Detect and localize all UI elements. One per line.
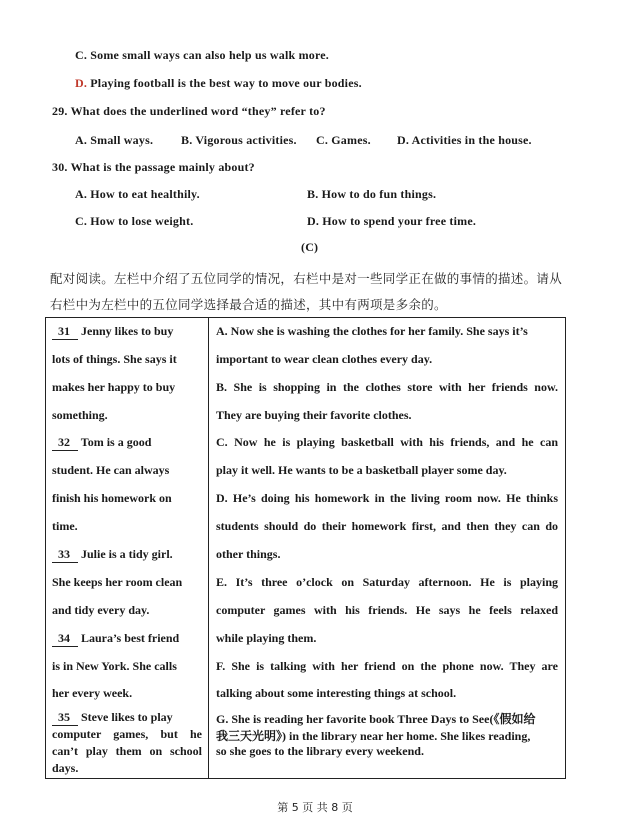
- left-item-line: makes her happy to buy: [52, 380, 176, 394]
- right-item-c: C. Now he is playing basketball with his friends, and he can: [216, 435, 558, 449]
- right-item-line: students should do their homework first, and then they can do: [216, 519, 558, 533]
- right-item-line: so she goes to the library every weekend.: [216, 744, 424, 758]
- answer-blank-33[interactable]: 33: [52, 547, 78, 563]
- left-item-line: lots of things. She says it: [52, 352, 177, 366]
- right-item-line: other things.: [216, 547, 281, 561]
- left-item-line: days.: [52, 761, 79, 775]
- page-footer: 第 5 页 共 8 页: [277, 801, 353, 814]
- answer-blank-32[interactable]: 32: [52, 435, 78, 451]
- q29-question: 29. What does the underlined word “they” refer to?: [52, 104, 326, 118]
- left-item-line: something.: [52, 408, 108, 422]
- left-item-line: student. He can always: [52, 463, 170, 477]
- right-item-line: important to wear clean clothes every day.: [216, 352, 433, 366]
- left-item-line: finish his homework on: [52, 491, 172, 505]
- right-item-a: A. Now she is washing the clothes for her family. She says it’s: [216, 324, 528, 338]
- left-item-line: time.: [52, 519, 78, 533]
- matching-table: [45, 317, 566, 779]
- left-item-line: computer games, but he: [52, 727, 202, 741]
- instructions-line-1: 配对阅读。左栏中介绍了五位同学的情况，右栏中是对一些同学正在做的事情的描述。请从: [50, 271, 563, 286]
- left-item-32: 32 Tom is a good: [52, 435, 151, 451]
- q29-option-b: B. Vigorous activities.: [181, 133, 297, 147]
- right-item-line: 我三天光明》) in the library near her home. She likes reading,: [216, 729, 531, 743]
- column-divider: [208, 318, 209, 778]
- q30-question: 30. What is the passage mainly about?: [52, 160, 255, 174]
- answer-blank-34[interactable]: 34: [52, 631, 78, 647]
- right-item-line: computer games with his friends. He says he feels relaxed: [216, 603, 558, 617]
- q30-option-c: C. How to lose weight.: [75, 214, 194, 228]
- q28-option-d: D. Playing football is the best way to move our bodies.: [75, 76, 362, 90]
- right-item-b: B. She is shopping in the clothes store with her friends now.: [216, 380, 558, 394]
- right-item-e: E. It’s three o’clock on Saturday afternoon. He is playing: [216, 575, 558, 589]
- right-item-line: play it well. He wants to be a basketball player some day.: [216, 463, 507, 477]
- left-item-35: 35 Steve likes to play: [52, 710, 202, 726]
- right-item-line: They are buying their favorite clothes.: [216, 408, 412, 422]
- left-item-line: She keeps her room clean: [52, 575, 183, 589]
- left-item-line: her every week.: [52, 686, 133, 700]
- q30-option-d: D. How to spend your free time.: [307, 214, 477, 228]
- right-item-line: talking about some interesting things at school.: [216, 686, 457, 700]
- section-title: (C): [301, 240, 319, 254]
- q29-option-a: A. Small ways.: [75, 133, 154, 147]
- q29-option-c: C. Games.: [316, 133, 371, 147]
- right-item-d: D. He’s doing his homework in the living room now. He thinks: [216, 491, 558, 505]
- left-item-line: is in New York. She calls: [52, 659, 177, 673]
- q30-option-a: A. How to eat healthily.: [75, 187, 200, 201]
- right-item-g: G. She is reading her favorite book Three Days to See(《假如给: [216, 712, 536, 726]
- left-item-line: can’t play them on school: [52, 744, 202, 758]
- right-item-f: F. She is talking with her friend on the phone now. They are: [216, 659, 558, 673]
- q30-option-b: B. How to do fun things.: [307, 187, 437, 201]
- q29-option-d: D. Activities in the house.: [397, 133, 532, 147]
- answer-blank-35[interactable]: 35: [52, 710, 78, 726]
- left-item-31: 31 Jenny likes to buy: [52, 324, 173, 340]
- left-item-line: and tidy every day.: [52, 603, 150, 617]
- q28-option-c: C. Some small ways can also help us walk more.: [75, 48, 330, 62]
- instructions-line-2: 右栏中为左栏中的五位同学选择最合适的描述，其中有两项是多余的。: [50, 297, 447, 312]
- answer-blank-31[interactable]: 31: [52, 324, 78, 340]
- left-item-34: 34 Laura’s best friend: [52, 631, 179, 647]
- left-item-33: 33 Julie is a tidy girl.: [52, 547, 173, 563]
- right-item-line: while playing them.: [216, 631, 317, 645]
